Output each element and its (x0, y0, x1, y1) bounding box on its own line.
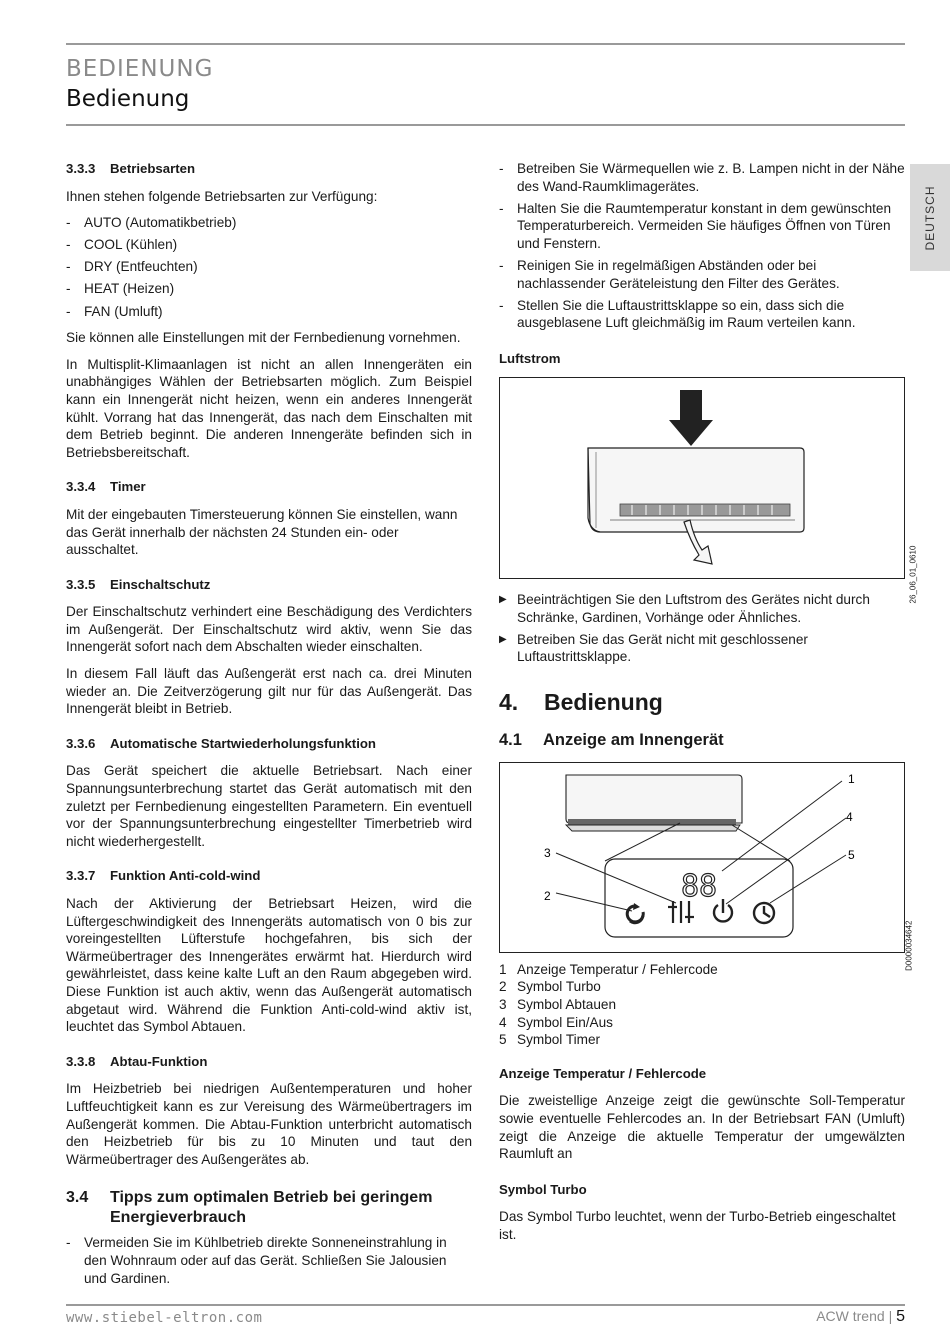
heading-3-3-6: 3.3.6 Automatische Startwiederholungsfunktion (66, 735, 376, 751)
list-item: ▶ Betreiben Sie das Gerät nicht mit geschlossener Luftaustrittsklappe. (499, 631, 905, 666)
paragraph: In Multisplit-Klimaanlagen ist nicht an allen Innengeräten ein unabhängiges Wählen der Betriebsarten möglich. Zum Beispiel kann ein Innengerät nicht heizen, wenn ein anderes Innengerät kühlt. Vorrang hat das Innengerät, das nach dem Einschalten mit dem Betrieb beginnt. Die anderen Innengeräte befinden sich in Betriebsbereitschaft. (66, 356, 472, 460)
list-item: - FAN (Umluft) (66, 303, 472, 321)
ac-unit-body (588, 448, 804, 532)
callout-5: 5 (848, 847, 855, 862)
paragraph: Das Symbol Turbo leuchtet, wenn der Turbo-Betrieb eingeschaltet ist. (499, 1209, 896, 1242)
callout-3: 3 (544, 845, 551, 860)
defrost-symbol-icon (668, 901, 694, 923)
list-item: - COOL (Kühlen) (66, 236, 472, 254)
airflow-illustration (500, 378, 904, 578)
heading-3-3-7: 3.3.7 Funktion Anti-cold-wind (66, 868, 261, 884)
paragraph: Ihnen stehen folgende Betriebsarten zur Verfügung: (66, 188, 378, 204)
list-item: - Reinigen Sie in regelmäßigen Abständen oder bei nachlassender Geräteleistung den Filter des Gerätes. (499, 257, 905, 292)
list-item: - Halten Sie die Raumtemperatur konstant in dem gewünschten Temperaturbereich. Vermeiden Sie häufiges Öffnen von Türen und Fenstern. (499, 200, 905, 253)
header-bottom-rule (66, 124, 905, 126)
legend-item: 5 Symbol Timer (499, 1032, 601, 1048)
list-item: - HEAT (Heizen) (66, 280, 472, 298)
legend-item: 2 Symbol Turbo (499, 979, 601, 995)
tips-list-continued (499, 160, 905, 332)
header-title-upper: BEDIENUNG (66, 56, 214, 82)
callout-4: 4 (846, 809, 853, 824)
list-item: - Betreiben Sie Wärmequellen wie z. B. Lampen nicht in der Nähe des Wand-Raumklimagerätes. (499, 160, 905, 195)
display-digits-icon: 88 (680, 868, 718, 904)
heading-turbo: Symbol Turbo (499, 1181, 587, 1197)
paragraph: Die zweistellige Anzeige zeigt die gewünschte Soll-Temperatur sowie eventuelle Fehlercodes an. In der Betriebsart FAN (Umluft) zeigt die Anzeige die aktuelle Temperatur der umgewälzten Raumluft an (499, 1093, 905, 1162)
ac-unit-small (566, 775, 742, 823)
list-item: - AUTO (Automatikbetrieb) (66, 214, 472, 232)
footer-url: www.stiebel-eltron.com (66, 1310, 263, 1326)
heading-3-3-8: 3.3.8 Abtau-Funktion (66, 1053, 208, 1069)
heading-luftstrom: Luftstrom (499, 350, 561, 366)
display-illustration (500, 763, 904, 952)
tips-list (66, 1234, 472, 1287)
chapter-heading: 4. Bedienung (499, 688, 663, 715)
language-tab (910, 164, 950, 271)
paragraph: Der Einschaltschutz verhindert eine Beschädigung des Verdichters im Außengerät. Der Einschaltschutz wird aktiv, wenn Sie das Innengerät sofort nach dem Abschalten wieder einschalten. (66, 604, 472, 655)
footer-right (816, 1308, 905, 1326)
header-title: Bedienung (66, 86, 190, 112)
paragraph: Das Gerät speichert die aktuelle Betriebsart. Nach einer Spannungsunterbrechung startet das Gerät automatisch mit den zuletzt per Fernbedienung eingestellten Parametern. Ein eventuell vor der Spannungsunterbrechung eingestellter Timerbetrieb wird nicht wiederhergestellt. (66, 763, 472, 849)
legend-item: 4 Symbol Ein/Aus (499, 1014, 613, 1030)
heading-3-4: 3.4 Tipps zum optimalen Betrieb bei geringem Energieverbrauch (66, 1189, 433, 1227)
legend-item: 1 Anzeige Temperatur / Fehlercode (499, 961, 718, 977)
heading-anzeige: Anzeige Temperatur / Fehlercode (499, 1065, 707, 1081)
list-item: - DRY (Entfeuchten) (66, 258, 472, 276)
figure-code-2: D0000034642 (904, 920, 914, 971)
footer-separator: | (888, 1308, 893, 1324)
figure-code: 26_06_01_0610 (908, 546, 918, 604)
modes-list (66, 214, 472, 320)
footer-rule (66, 1304, 905, 1306)
language-tab-label: DEUTSCH (923, 184, 937, 251)
list-item: ▶ Beeinträchtigen Sie den Luftstrom des Gerätes nicht durch Schränke, Gardinen, Vorhänge oder Ähnliches. (499, 591, 905, 626)
list-item: - Stellen Sie die Luftaustrittsklappe so ein, dass sich die ausgeblasene Luft gleichmäßig im Raum verteilen kann. (499, 297, 905, 332)
heading-3-3-4: 3.3.4 Timer (66, 479, 146, 495)
airflow-figure (499, 377, 918, 604)
heading-3-3-5: 3.3.5 Einschaltschutz (66, 576, 211, 592)
paragraph: Nach der Aktivierung der Betriebsart Heizen, wird die Lüftergeschwindigkeit des Innengeräts automatisch von 0 bis zur voreingestellten Lüfterstufe hochgefahren, bis sich der Wärmeübertrager des Innengerätes erwärmt hat. Hierdurch wird gewährleistet, dass keine kalte Luft an den Raum abgegeben wird. Diese Funktion ist auch aktiv, wenn das Außengerät automatisch abgetaut wird. Während die Funktion Anti-cold-wind aktiv ist, leuchtet das Symbol Abtauen. (66, 896, 472, 1035)
callout-1: 1 (848, 771, 855, 786)
left-column (66, 160, 472, 1296)
list-item: - Vermeiden Sie im Kühlbetrieb direkte Sonneneinstrahlung in den Wohnraum oder auf das Gerät. Schließen Sie Jalousien und Gardinen. (66, 1234, 472, 1287)
display-legend (499, 961, 905, 1049)
arrow-down-icon (669, 390, 713, 446)
header-top-rule (66, 43, 905, 45)
legend-item: 3 Symbol Abtauen (499, 997, 616, 1012)
heading-4-1: 4.1 Anzeige am Innengerät (499, 730, 724, 749)
paragraph: In diesem Fall läuft das Außengerät erst nach ca. drei Minuten wieder an. Die Zeitverzögerung gilt nur für das Außengerät. Das Innengerät bleibt in Betrieb. (66, 666, 472, 717)
paragraph: Mit der eingebauten Timersteuerung können Sie einstellen, wann das Gerät innerhalb der nächsten 24 Stunden ein- oder ausschaltet. (66, 506, 458, 558)
paragraph: Sie können alle Einstellungen mit der Fernbedienung vornehmen. (66, 330, 461, 346)
airflow-bullets (499, 591, 905, 665)
footer-product: ACW trend (816, 1308, 885, 1324)
page-number: 5 (896, 1308, 905, 1325)
paragraph: Im Heizbetrieb bei niedrigen Außentemperaturen und hoher Luftfeuchtigkeit kann es zur Vereisung des Wärmeübertragers im Außengerät kommen. Die Abtau-Funktion unterbricht automatisch den Heizbetrieb für bis zu 10 Minuten und taut den Wärmeübertrager des Außengerätes ab. (66, 1081, 472, 1167)
callout-2: 2 (544, 888, 551, 903)
right-column (499, 160, 918, 1253)
heading-3-3-3: 3.3.3 Betriebsarten (66, 161, 196, 176)
